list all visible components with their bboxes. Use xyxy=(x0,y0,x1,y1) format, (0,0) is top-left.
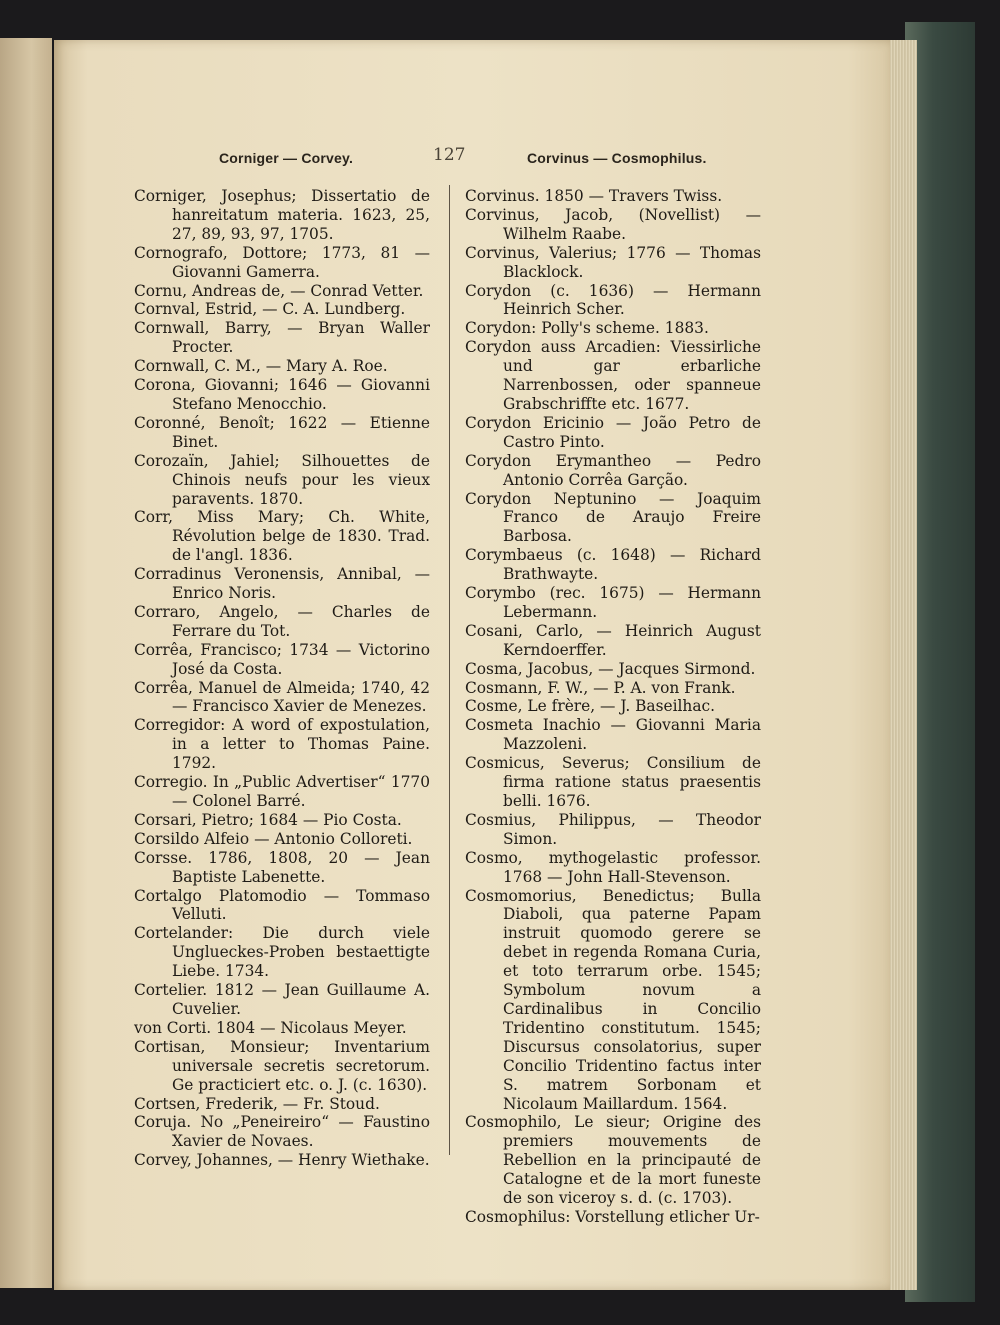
index-entry: Cornwall, Barry, — Bryan Waller Procter. xyxy=(134,319,430,357)
index-entry: Corymbo (rec. 1675) — Hermann Lebermann. xyxy=(465,584,761,621)
page-stack-edges xyxy=(887,40,917,1290)
index-entry: Corniger, Josephus; Dissertatio de hanreitatum materia. 1623, 25, 27, 89, 93, 97, 1705. xyxy=(134,187,430,243)
index-entry: Cortsen, Frederik, — Fr. Stoud. xyxy=(134,1094,380,1113)
index-entry: Corydon (c. 1636) — Hermann Heinrich Scher. xyxy=(465,281,761,319)
index-entry: Cosani, Carlo, — Heinrich August Kerndoerffer. xyxy=(465,621,761,659)
index-entry: Corregio. In „Public Advertiser“ 1770 — Colonel Barré. xyxy=(134,773,430,810)
facing-page-edge xyxy=(0,38,52,1288)
running-head-left: Corniger — Corvey. xyxy=(219,150,354,166)
index-entry: Corozaïn, Jahiel; Silhouettes de Chinois neufs pour les vieux paravents. 1870. xyxy=(134,451,430,508)
index-entry: Cosmophilo, Le sieur; Origine des premiers mouvements de Rebellion en la principauté de Catalogne et de la mort funeste de son viceroy s. d. (c. 1703). xyxy=(465,1113,761,1208)
index-entry: Corona, Giovanni; 1646 — Giovanni Stefano Menocchio. xyxy=(134,376,430,413)
index-entry: Corvinus, Jacob, (Novellist) — Wilhelm Raabe. xyxy=(465,205,761,243)
column-divider xyxy=(449,185,450,1155)
index-entry: Cortisan, Monsieur; Inventarium universale secretis secretorum. Ge practiciert etc. o. J. (c. 1630). xyxy=(134,1037,430,1094)
index-entry: Cosmann, F. W., — P. A. von Frank. xyxy=(465,678,736,697)
index-entry: Corr, Miss Mary; Ch. White, Révolution belge de 1830. Trad. de l'angl. 1836. xyxy=(134,508,430,565)
index-entry: Cosma, Jacobus, — Jacques Sirmond. xyxy=(465,659,756,678)
index-entry: Corrêa, Manuel de Almeida; 1740, 42 — Francisco Xavier de Menezes. xyxy=(134,678,430,716)
index-entry: Corydon: Polly's scheme. 1883. xyxy=(465,319,709,338)
index-entry: Cosmicus, Severus; Consilium de firma ratione status praesentis belli. 1676. xyxy=(465,754,761,810)
index-entry: Corydon Erymantheo — Pedro Antonio Corrêa Garção. xyxy=(465,451,761,489)
index-entry: Corvinus, Valerius; 1776 — Thomas Blacklock. xyxy=(465,243,761,281)
index-entry: Cosmius, Philippus, — Theodor Simon. xyxy=(465,810,761,848)
page-number: 127 xyxy=(433,145,466,165)
index-entry: Cornografo, Dottore; 1773, 81 — Giovanni Gamerra. xyxy=(134,243,430,281)
index-entry: Corsildo Alfeio — Antonio Colloreti. xyxy=(134,829,413,848)
index-entry: Corsari, Pietro; 1684 — Pio Costa. xyxy=(134,810,402,829)
index-entry: Cornval, Estrid, — C. A. Lundberg. xyxy=(134,300,406,319)
index-entry: Corradinus Veronensis, Annibal, — Enrico Noris. xyxy=(134,565,430,603)
index-entry: Coronné, Benoît; 1622 — Etienne Binet. xyxy=(134,413,430,451)
index-entry: Coruja. No „Peneireiro“ — Faustino Xavier de Novaes. xyxy=(134,1113,430,1151)
index-entry: Corymbaeus (c. 1648) — Richard Brathwayte. xyxy=(465,546,761,584)
index-entry: von Corti. 1804 — Nicolaus Meyer. xyxy=(134,1018,407,1037)
index-entry: Cortalgo Platomodio — Tommaso Velluti. xyxy=(134,886,430,924)
index-entry: Corvinus. 1850 — Travers Twiss. xyxy=(465,187,723,205)
index-entry: Corrêa, Francisco; 1734 — Victorino José da Costa. xyxy=(134,640,430,678)
index-entry: Cornu, Andreas de, — Conrad Vetter. xyxy=(134,281,424,300)
index-entry: Cosmo, mythogelastic professor. 1768 — John Hall-Stevenson. xyxy=(465,848,761,886)
index-entry: Corvey, Johannes, — Henry Wiethake. xyxy=(134,1151,430,1170)
index-entry: Cortelier. 1812 — Jean Guillaume A. Cuvelier. xyxy=(134,981,430,1018)
index-entry: Cosmeta Inachio — Giovanni Maria Mazzoleni. xyxy=(465,716,761,754)
index-entry: Cosmophilus: Vorstellung etlicher Ur- xyxy=(465,1207,760,1226)
index-entry: Corydon auss Arcadien: Viessirliche und gar erbarliche Narrenbossen, oder spanneue Grabschriffte etc. 1677. xyxy=(465,338,761,413)
index-entry: Corraro, Angelo, — Charles de Ferrare du Tot. xyxy=(134,602,430,640)
index-entry: Corydon Ericinio — João Petro de Castro Pinto. xyxy=(465,413,761,451)
running-head-right: Corvinus — Cosmophilus. xyxy=(527,150,707,166)
index-entry: Cosmomorius, Benedictus; Bulla Diaboli, qua paterne Papam instruit quomodo gerere se debet in regenda Romana Curia, et toto terrarum orbe. 1545; Symbolum novum a Cardinalibus in Concilio Tridentino constitutum. 1545; Discursus consolatorius, super Concilio Tridentino factus inter S. matrem Sorbonam et Nicolaum Maillardum. 1564. xyxy=(465,886,761,1113)
index-entry: Corregidor: A word of expostulation, in a letter to Thomas Paine. 1792. xyxy=(134,716,430,773)
index-entry: Cosme, Le frère, — J. Baseilhac. xyxy=(465,697,716,716)
index-entry: Cornwall, C. M., — Mary A. Roe. xyxy=(134,357,388,376)
right-column xyxy=(465,187,761,1227)
index-entry: Cortelander: Die durch viele Unglueckes-Proben bestaettigte Liebe. 1734. xyxy=(134,924,430,981)
index-entry: Corsse. 1786, 1808, 20 — Jean Baptiste Labenette. xyxy=(134,848,430,886)
left-column xyxy=(134,187,430,1170)
index-entry: Corydon Neptunino — Joaquim Franco de Araujo Freire Barbosa. xyxy=(465,489,761,546)
